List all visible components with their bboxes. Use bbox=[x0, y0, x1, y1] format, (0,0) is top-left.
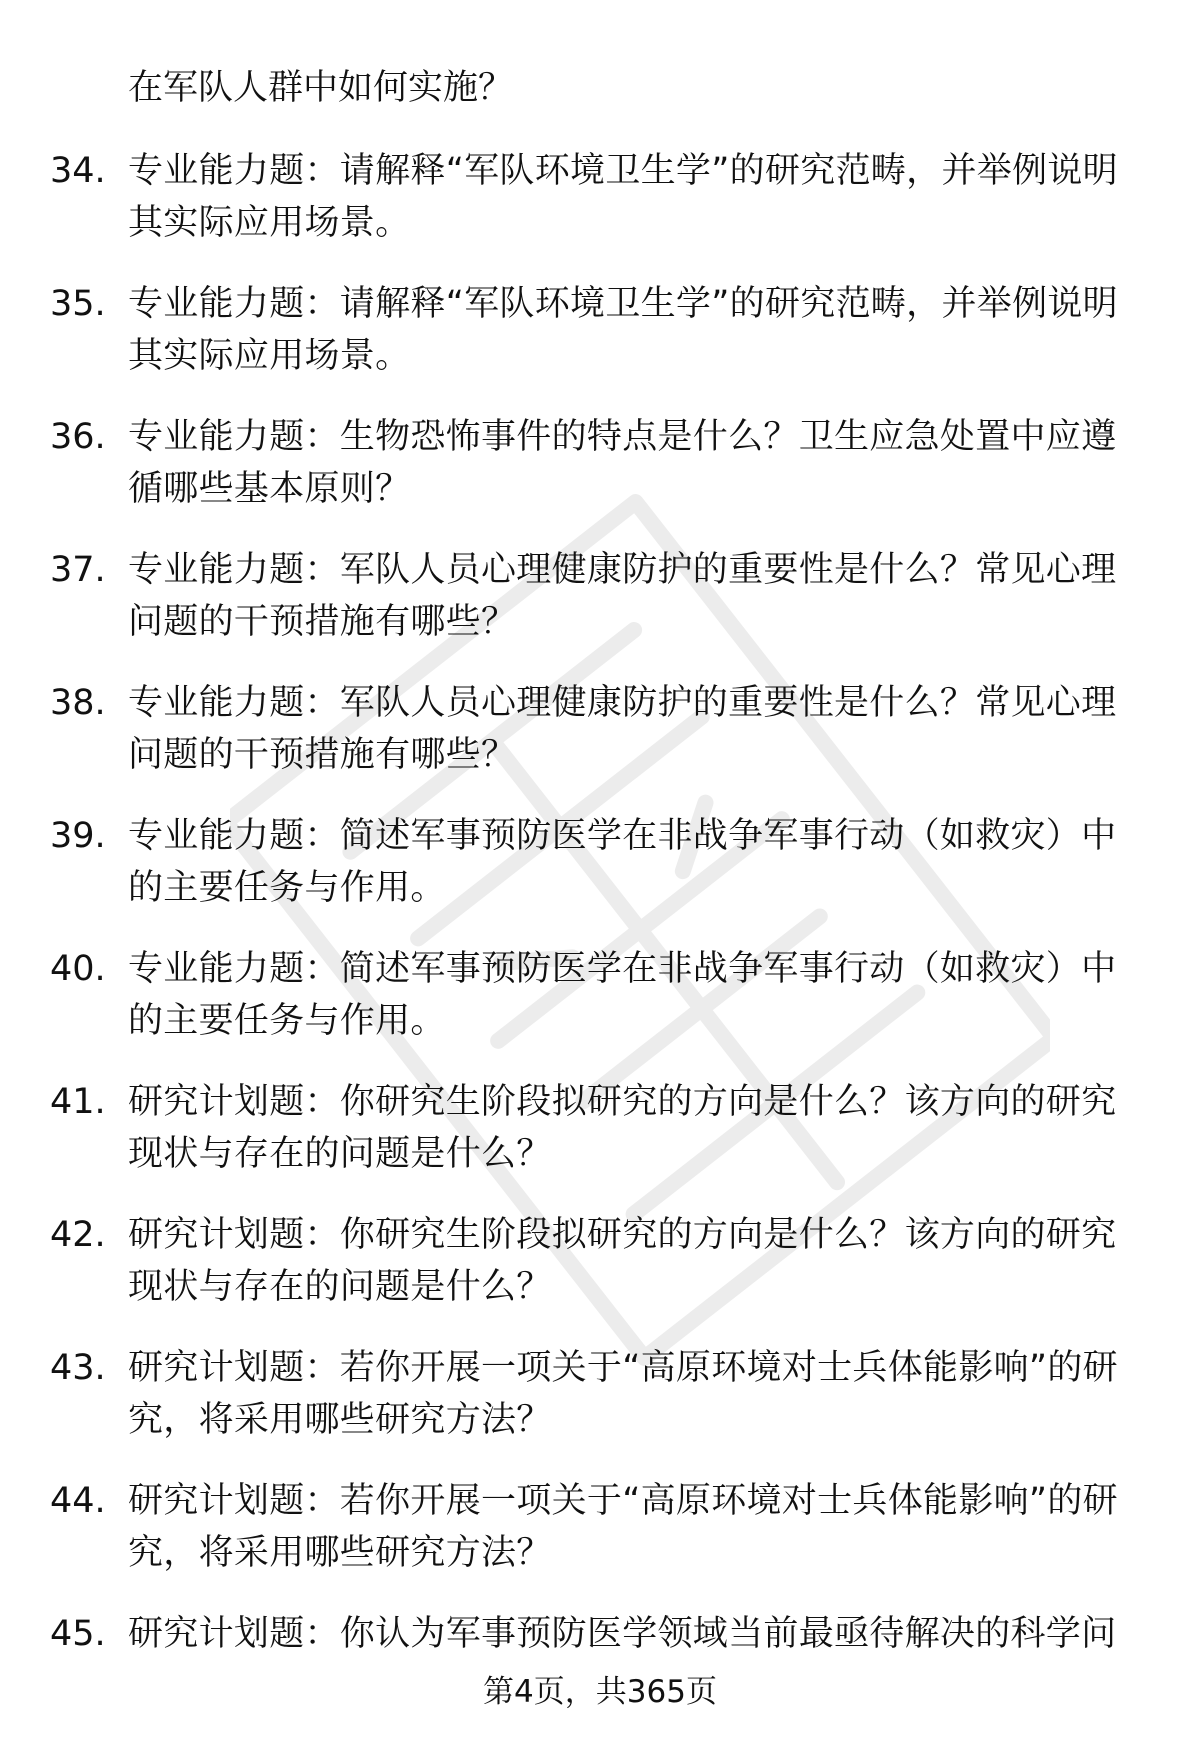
question-number: 41. bbox=[50, 1082, 106, 1122]
question-number: 37. bbox=[50, 550, 106, 590]
question-item bbox=[0, 677, 1200, 781]
question-text: 研究计划题：你认为军事预防医学领域当前最亟待解决的科学问 bbox=[128, 1614, 1117, 1654]
question-item bbox=[0, 810, 1200, 914]
question-number: 39. bbox=[50, 816, 106, 856]
question-number: 35. bbox=[50, 284, 106, 324]
question-text: 研究计划题：若你开展一项关于“高原环境对士兵体能影响”的研究，将采用哪些研究方法？ bbox=[128, 1481, 1118, 1573]
question-item bbox=[0, 1342, 1200, 1446]
question-list bbox=[0, 145, 1200, 1741]
question-text: 专业能力题：请解释“军队环境卫生学”的研究范畴，并举例说明其实际应用场景。 bbox=[128, 151, 1118, 243]
question-number: 34. bbox=[50, 151, 106, 191]
question-item bbox=[0, 1209, 1200, 1313]
question-item bbox=[0, 1475, 1200, 1579]
question-item bbox=[0, 278, 1200, 382]
page-number-footer: 第4页，共365页 bbox=[483, 1674, 717, 1710]
question-item bbox=[0, 544, 1200, 648]
continued-question-text: 在军队人群中如何实施？ bbox=[128, 68, 514, 108]
question-text: 专业能力题：军队人员心理健康防护的重要性是什么？常见心理问题的干预措施有哪些？ bbox=[128, 683, 1117, 775]
question-text: 研究计划题：若你开展一项关于“高原环境对士兵体能影响”的研究，将采用哪些研究方法？ bbox=[128, 1348, 1118, 1440]
question-text: 专业能力题：军队人员心理健康防护的重要性是什么？常见心理问题的干预措施有哪些？ bbox=[128, 550, 1117, 642]
question-number: 40. bbox=[50, 949, 106, 989]
question-number: 42. bbox=[50, 1215, 106, 1255]
question-text: 专业能力题：生物恐怖事件的特点是什么？卫生应急处置中应遵循哪些基本原则？ bbox=[128, 417, 1117, 509]
question-text: 专业能力题：请解释“军队环境卫生学”的研究范畴，并举例说明其实际应用场景。 bbox=[128, 284, 1118, 376]
question-number: 38. bbox=[50, 683, 106, 723]
question-number: 36. bbox=[50, 417, 106, 457]
question-item bbox=[0, 411, 1200, 515]
question-text: 专业能力题：简述军事预防医学在非战争军事行动（如救灾）中的主要任务与作用。 bbox=[128, 816, 1117, 908]
question-number: 43. bbox=[50, 1348, 106, 1388]
question-text: 研究计划题：你研究生阶段拟研究的方向是什么？该方向的研究现状与存在的问题是什么？ bbox=[128, 1215, 1117, 1307]
question-item bbox=[0, 1076, 1200, 1180]
question-item bbox=[0, 145, 1200, 249]
question-item bbox=[0, 943, 1200, 1047]
question-text: 研究计划题：你研究生阶段拟研究的方向是什么？该方向的研究现状与存在的问题是什么？ bbox=[128, 1082, 1117, 1174]
question-number: 44. bbox=[50, 1481, 106, 1521]
question-number: 45. bbox=[50, 1614, 106, 1654]
question-text: 专业能力题：简述军事预防医学在非战争军事行动（如救灾）中的主要任务与作用。 bbox=[128, 949, 1117, 1041]
